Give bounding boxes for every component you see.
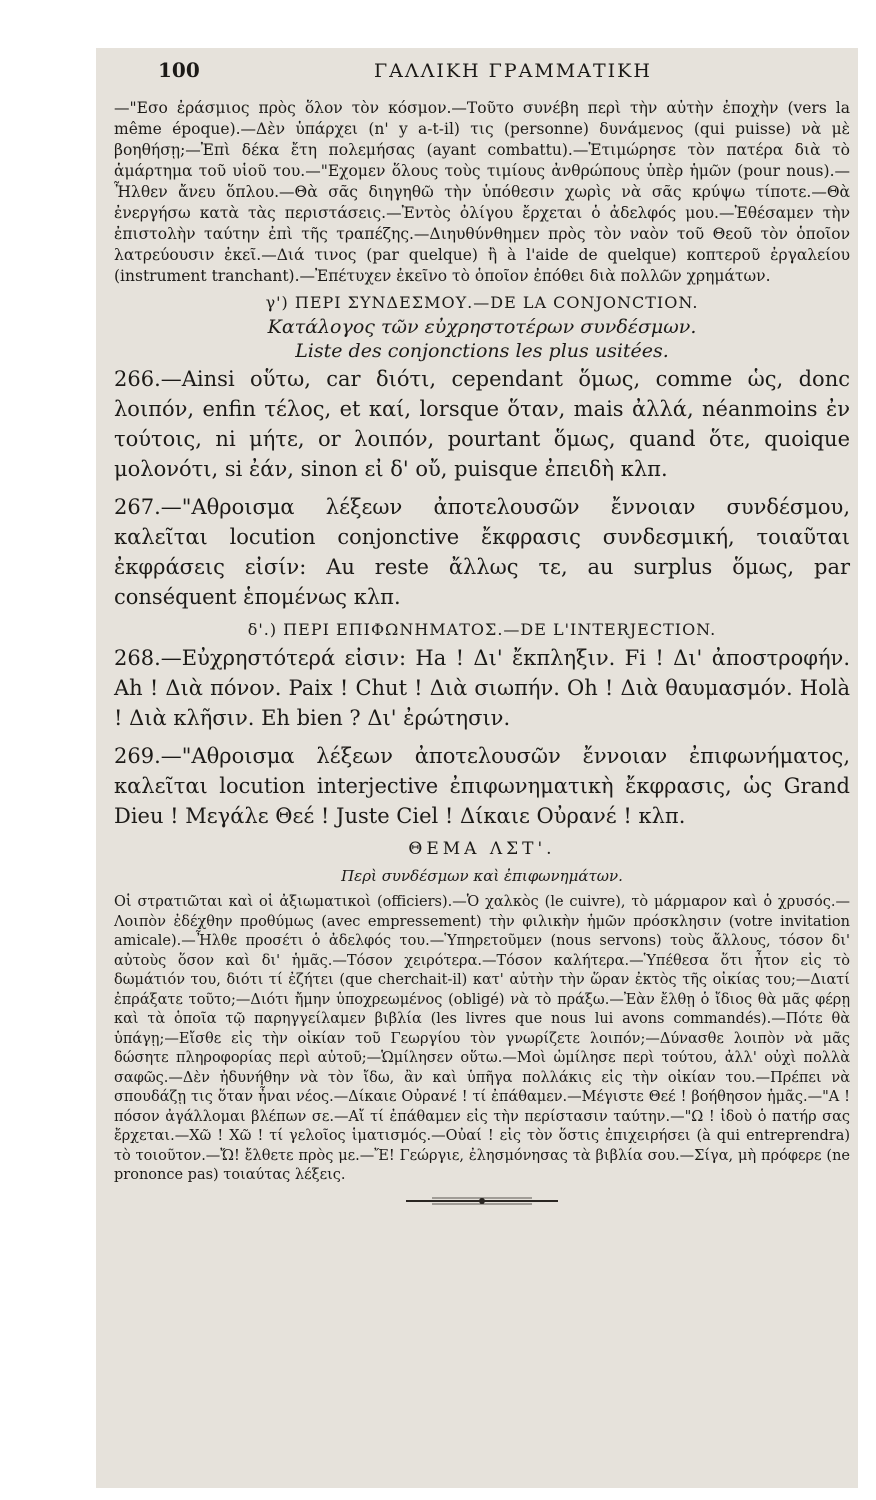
running-title: ΓΑΛΛΙΚΗ ΓΡΑΜΜΑΤΙΚΗ bbox=[374, 60, 652, 82]
page-content bbox=[114, 58, 850, 1206]
conjunction-greek-title: Κατάλογος τῶν εὐχρηστοτέρων συνδέσμων. bbox=[267, 316, 697, 338]
conjunction-french-title: Liste des conjonctions les plus usitées. bbox=[295, 340, 669, 362]
page-number: 100 bbox=[158, 58, 200, 82]
theme-heading: ΘΕΜΑ ΛΣΤ'. bbox=[408, 839, 556, 859]
ornament-divider bbox=[402, 1196, 562, 1206]
theme-subheading: Περὶ συνδέσμων καὶ ἐπιφωνημάτων. bbox=[341, 867, 623, 885]
exercise-text: Οἱ στρατιῶται καὶ οἱ ἀξιωματικοὶ (officiers).—Ὁ χαλκὸς (le cuivre), τὸ μάρμαρον καὶ ὁ χρυσός.—Λοιπὸν ἐδέχθην προθύμως (avec empressement) τὴν φιλικὴν ἡμῶν πρόσκλησιν (votre invitation amicale).—Ἦλθε προσέτι ὁ ἀδελφός του.—Ὑπηρετοῦμεν (nous servons) τοὺς ἄλλους, τόσον δι' αὐτοὺς ὅσον καὶ δι' ἡμᾶς.—Τόσον χειρότερα.—Τόσον καλήτερα.—Ὑπέθεσα ὅτι ἦτον εἰς τὸ δωμάτιόν του, διότι τί ἐζήτει (que cherchait-il) κατ' αὐτὴν τὴν ὥραν ἐκτὸς τῆς οἰκίας του;—Διατί ἐπράξατε τοῦτο;—Διότι ἤμην ὑποχρεωμένος (obligé) νὰ τὸ πράξω.—Ἐὰν ἔλθῃ ὁ ἴδιος θὰ μᾶς φέρῃ καὶ τὰ ὁποῖα τῷ παρηγγείλαμεν βιβλία (les livres que nous lui avons commandés).—Πότε θὰ ὑπάγῃ;—Εἴσθε εἰς τὴν οἰκίαν τοῦ Γεωργίου τὸν γνωρίζετε λοιπόν;—Δύνασθε λοιπὸν νὰ μᾶς δώσητε πληροφορίας περὶ αὐτοῦ;—Ὡμίλησεν οὕτω.—Μοὶ ὡμίλησε περὶ τούτου, ἀλλ' οὐχὶ πολλὰ σαφῶς.—Δὲν ἠδυνήθην νὰ τὸν ἴδω, ἂν καὶ ὑπῆγα πολλάκις εἰς τὴν οἰκίαν του.—Πρέπει νὰ σπουδάζῃ τις ὅταν ἦναι νέος.—Δίκαιε Οὐρανέ ! τί ἐπάθαμεν.—Μέγιστε Θεέ ! βοήθησον ἡμᾶς.—"Α ! πόσον ἀγάλλομαι βλέπων σε.—Αἴ τί ἐπάθαμεν εἰς τὴν περίστασιν ταύτην.—"Ω ! ἰδοὺ ὁ πατήρ σας ἔρχεται.—Χῶ ! Χῶ ! τί γελοῖος ἱματισμός.—Οὐαί ! εἰς τὸν ὅστις ἐπιχειρήσει (à qui entreprendra) τὸ τοιοῦτον.—Ὤ! ἔλθετε πρὸς με.—Ἔ! Γεώργιε, ἐλησμόνησας τὰ βιβλία σου.—Σίγα, μὴ πρόφερε (ne prononce pas) τοιαύτας λέξεις. bbox=[114, 894, 850, 1183]
running-head bbox=[114, 58, 850, 98]
paragraph-266: 266.—Ainsi οὕτω, car διότι, cependant ὅμως, comme ὡς, donc λοιπόν, enfin τέλος, et καί, lorsque ὅταν, mais ἀλλά, néanmoins ἐν τούτοις, ni μήτε, or λοιπόν, pourtant ὅμως, quand ὅτε, quoique μολονότι, si ἐάν, sinon εἰ δ' οὔ, puisque ἐπειδὴ κλπ. bbox=[114, 367, 851, 481]
book-page bbox=[96, 48, 858, 1488]
top-paragraph: —"Εσο ἐράσμιος πρὸς ὅλον τὸν κόσμον.—Τοῦτο συνέβη περὶ τὴν αὐτὴν ἐποχὴν (vers la même époque).—Δὲν ὑπάρχει (n' y a-t-il) τις (personne) δυνάμενος (qui puisse) νὰ μὲ βοηθήσῃ;—Ἐπὶ δέκα ἔτη πολεμήσας (ayant combattu).—Ἐτιμώρησε τὸν πατέρα διὰ τὸ ἁμάρτημα τοῦ υἱοῦ του.—"Εχομεν ὅλους τοὺς τιμίους ἀνθρώπους ὑπὲρ ἡμῶν (pour nous).—Ἦλθεν ἄνευ ὅπλου.—Θὰ σᾶς διηγηθῶ τὴν ὑπόθεσιν χωρὶς νὰ σᾶς κρύψω τίποτε.—Θὰ ἐνεργήσω κατὰ τὰς περιστάσεις.—Ἐντὸς ὀλίγου ἔρχεται ὁ ἀδελφός μου.—Ἐθέσαμεν τὴν ἐπιστολὴν ταύτην ἐπὶ τῆς τραπέζης.—Διηυθύνθημεν πρὸς τὸν ναὸν τοῦ Θεοῦ τὸν ὁποῖον λατρεύουσιν ἐκεῖ.—Διά τινος (par quelque) ἢ à l'aide de quelque) κοπτεροῦ ἐργαλείου (instrument tranchant).—Ἐπέτυχεν ἐκεῖνο τὸ ὁποῖον ἐπόθει διὰ πολλῶν χρημάτων. bbox=[114, 99, 850, 285]
paragraph-268: 268.—Εὐχρηστότερά εἰσιν: Ha ! Δι' ἔκπληξιν. Fi ! Δι' ἀποστροφήν. Ah ! Διὰ πόνον. Paix ! Chut ! Διὰ σιωπήν. Oh ! Διὰ θαυμασμόν. Holà ! Διὰ κλῆσιν. Eh bien ? Δι' ἐρώτησιν. bbox=[114, 646, 850, 730]
paragraph-267: 267.—"Αθροισμα λέξεων ἀποτελουσῶν ἔννοιαν συνδέσμου, καλεῖται locution conjonctive ἔκφρασις συνδεσμική, τοιαῦται ἐκφράσεις εἰσίν: Au reste ἄλλως τε, au surplus ὅμως, par conséquent ἑπομένως κλπ. bbox=[114, 495, 850, 609]
section-heading-interjection: δ'.) ΠΕΡΙ ΕΠΙΦΩΝΗΜΑΤΟΣ.—DE L'INTERJECTION. bbox=[247, 620, 717, 639]
paragraph-269: 269.—"Αθροισμα λέξεων ἀποτελουσῶν ἔννοιαν ἐπιφωνήματος, καλεῖται locution interjective ἐπιφωνηματικὴ ἔκφρασις, ὡς Grand Dieu ! Μεγάλε Θεέ ! Juste Ciel ! Δίκαιε Οὐρανέ ! κλπ. bbox=[114, 744, 850, 828]
section-heading-conjunction: γ') ΠΕΡΙ ΣΥΝΔΕΣΜΟΥ.—DE LA CONJONCTION. bbox=[265, 293, 699, 312]
